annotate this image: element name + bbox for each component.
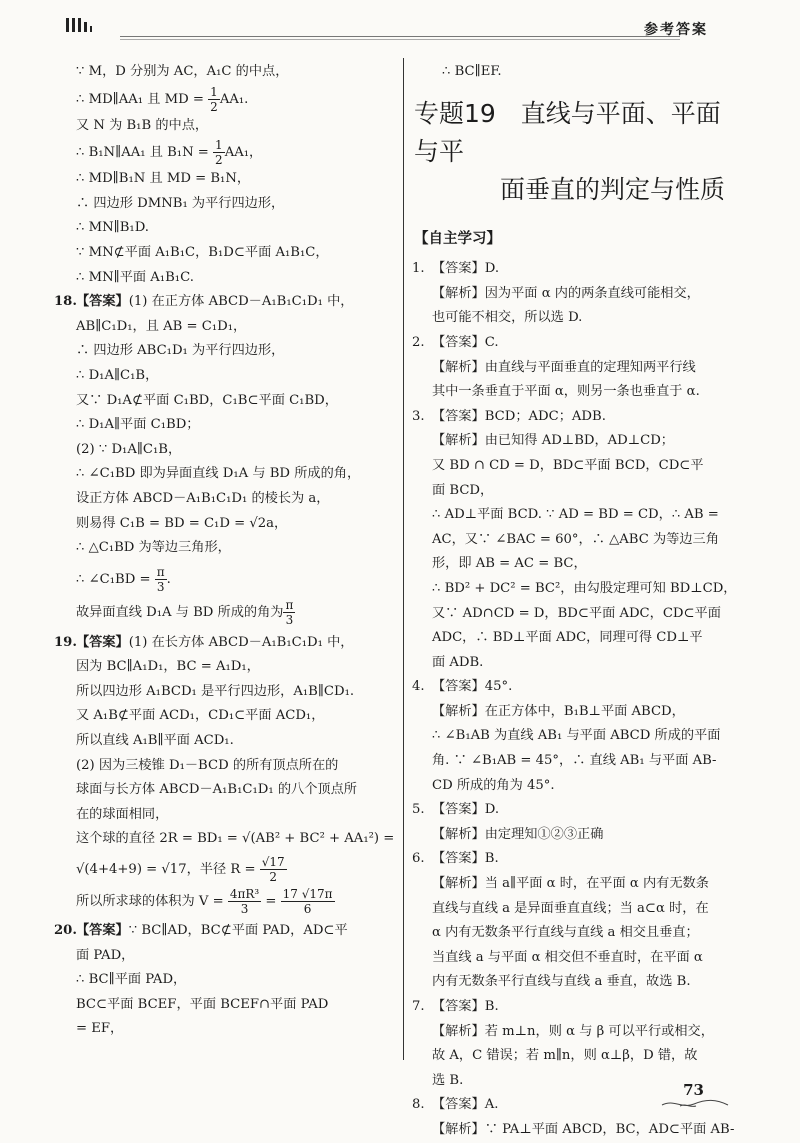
text-line: ∴ B₁N∥AA₁ 且 B₁N = $\frac{1}{2}$ AA₁， [76, 138, 263, 168]
page-header [0, 0, 800, 50]
answer-item [414, 847, 734, 995]
text-line: 因为 BC∥A₁D₁，BC = A₁D₁， [76, 659, 260, 675]
text-line: ∴ D₁A∥C₁B， [76, 367, 159, 383]
text-line: ∴ MD∥B₁N 且 MD = B₁N， [76, 171, 251, 187]
answer-text: 【答案】B. [432, 851, 499, 867]
text-line: 所以直线 A₁B∥平面 ACD₁. [76, 733, 234, 749]
text-line: ∴ D₁A∥平面 C₁BD； [76, 417, 200, 433]
explanation-line: 故 A，C 错误；若 m∥n，则 α⊥β，D 错，故 [432, 1048, 698, 1064]
text-line: 所以四边形 A₁BCD₁ 是平行四边形，A₁B∥CD₁. [76, 683, 355, 699]
explanation-line: 直线与直线 a 是异面垂直直线；当 a⊂α 时，在 [432, 900, 709, 916]
explanation-line: 【解析】若 m⊥n，则 α 与 β 可以平行或相交， [432, 1023, 714, 1039]
explanation-line: 角. ∵ ∠B₁AB = 45°，∴ 直线 AB₁ 与平面 AB- [432, 753, 717, 769]
text-line: ∴ 四边形 ABC₁D₁ 为平行四边形， [76, 343, 285, 359]
answer-text: 【答案】C. [432, 334, 499, 350]
question-number: 18. [54, 294, 77, 310]
left-column [54, 60, 395, 1042]
explanation-line: 面 BCD， [432, 482, 494, 498]
explanation-line: 形，即 AB = AC = BC， [432, 556, 587, 572]
answer-text: 【答案】A. [432, 1097, 499, 1113]
text-line: (2) ∵ D₁A∥C₁B， [76, 441, 182, 457]
header-rule [120, 36, 680, 37]
question-18: 18. 【答案】(1) 在正方体 ABCD－A₁B₁C₁D₁ 中， AB∥C₁D₁，且 AB = C₁D₁， ∴ 四边形 ABC₁D₁ 为平行四边形， ∴ D₁A∥C₁B， 又∵ D₁A⊄平面 C₁BD，C₁B⊂平面 C₁BD， ∴ D₁A∥平面 C₁BD； (2) ∵ D₁A∥C₁B， ∴ ∠C₁BD 即为异面直线 D₁A 与 BD 所成的角， 设正方体 ABCD－A₁B₁C₁D₁ 的棱长为 a， 则易得 C₁B = BD = C₁D = √2a， ∴ △C₁BD 为等边三角形， ∴ ∠C₁BD = $\frac{\pi}{3}$ . 故异面直线 D₁A 与 BD 所成的角为 $\frac{\pi}{3}$ [76, 290, 394, 627]
header-title: 参考答案 [644, 22, 708, 38]
text-line: AB∥C₁D₁，且 AB = C₁D₁， [76, 318, 247, 334]
question-20: 20. 【答案】∵ BC∥AD，BC⊄平面 PAD，AD⊂平 面 PAD， ∴ BC∥平面 PAD， BC⊂平面 BCEF，平面 BCEF∩平面 PAD = EF， [76, 919, 394, 1042]
explanation-line: 也可能不相交，所以选 D. [432, 310, 583, 326]
text-line: ∴ ∠C₁BD = $\frac{\pi}{3}$ . [76, 564, 171, 594]
explanation-line: 【解析】由已知得 AD⊥BD，AD⊥CD； [432, 433, 674, 449]
answer-text: 【答案】BCD；ADC；ADB. [432, 408, 606, 424]
explanation-line: 【解析】当 a∥平面 α 时，在平面 α 内有无数条 [432, 876, 709, 892]
text-line: 在的球面相同， [76, 806, 169, 822]
answer-number: 5. [412, 802, 425, 818]
answer-item [414, 798, 734, 847]
explanation-line: 【解析】由直线与平面垂直的定理知两平行线 [432, 359, 696, 375]
explanation-line: CD 所成的角为 45°. [432, 777, 555, 793]
text-line: 又 N 为 B₁B 的中点， [76, 117, 209, 133]
explanation-line: 又 BD ∩ CD = D，BD⊂平面 BCD，CD⊂平 [432, 457, 704, 473]
explanation-line: 又∵ AD∩CD = D，BD⊂平面 ADC，CD⊂平面 [432, 605, 721, 621]
text-line: BC⊂平面 BCEF，平面 BCEF∩平面 PAD [76, 996, 329, 1012]
explanation-line: 面 ADB. [432, 654, 484, 670]
footer-ornament-icon [660, 1097, 730, 1111]
answer-item [414, 257, 734, 331]
text-line: ∵ M，D 分别为 AC，A₁C 的中点， [76, 64, 289, 79]
explanation-line: 选 B. [432, 1072, 464, 1088]
answer-list [412, 257, 737, 1142]
text-line: ∴ 四边形 DMNB₁ 为平行四边形， [76, 195, 285, 211]
text-line: 这个球的直径 2R = BD₁ = √(AB² + BC² + AA₁²) = [76, 831, 395, 847]
answer-number: 1. [412, 261, 425, 277]
explanation-line: ∴ BD² + DC² = BC²，由勾股定理可知 BD⊥CD， [432, 580, 737, 596]
column-divider [403, 58, 404, 1060]
question-number: 20. [54, 923, 77, 939]
explanation-line: 其中一条垂直于平面 α，则另一条也垂直于 α. [432, 384, 700, 400]
explanation-line: ADC，∴ BD⊥平面 ADC，同理可得 CD⊥平 [432, 630, 703, 646]
answer-text: 【答案】B. [432, 999, 499, 1014]
header-decoration-icon [0, 0, 120, 45]
explanation-line: 【解析】因为平面 α 内的两条直线可能相交， [432, 285, 700, 301]
answer-item [414, 331, 734, 405]
answer-text: 【答案】D. [432, 802, 500, 818]
text-line: 设正方体 ABCD－A₁B₁C₁D₁ 的棱长为 a， [76, 490, 330, 506]
text-line: 又 A₁B⊄平面 ACD₁，CD₁⊂平面 ACD₁， [76, 708, 325, 724]
page-number: 73 [683, 1081, 704, 1099]
explanation-line: ∴ ∠B₁AB 为直线 AB₁ 与平面 ABCD 所成的平面 [432, 728, 721, 744]
text-line: = EF， [76, 1021, 124, 1037]
explanation-line: 当直线 a 与平面 α 相交但不垂直时，在平面 α [432, 949, 703, 965]
text-line: (2) 因为三棱锥 D₁－BCD 的所有顶点所在的 [76, 757, 339, 773]
text-line: ∴ MN∥B₁D. [76, 220, 149, 236]
answer-text: 【答案】45°. [432, 679, 513, 695]
text-line: 又∵ D₁A⊄平面 C₁BD，C₁B⊂平面 C₁BD， [76, 392, 338, 408]
answer-number: 2. [412, 334, 425, 350]
explanation-line: ∴ AD⊥平面 BCD. ∵ AD = BD = CD，∴ AB = [432, 507, 719, 523]
answer-number: 3. [412, 408, 425, 424]
text-line: √(4+4+9) = √17，半径 R = $\frac{√17}{2}$ [76, 855, 285, 885]
explanation-line: AC，又∵ ∠BAC = 60°，∴ △ABC 为等边三角 [432, 531, 719, 547]
text-line: ∴ △C₁BD 为等边三角形， [76, 540, 231, 556]
answer-number: 6. [412, 851, 425, 867]
text-line: ∵ MN⊄平面 A₁B₁C，B₁D⊂平面 A₁B₁C， [76, 244, 329, 260]
header-rule-thin [120, 39, 680, 40]
text-line: ∴ ∠C₁BD 即为异面直线 D₁A 与 BD 所成的角， [76, 466, 361, 482]
answer-item [414, 675, 734, 798]
question-19: 19. 【答案】(1) 在长方体 ABCD－A₁B₁C₁D₁ 中， 因为 BC∥A₁D₁，BC = A₁D₁， 所以四边形 A₁BCD₁ 是平行四边形，A₁B∥CD₁. 又 A₁B⊄平面 ACD₁，CD₁⊂平面 ACD₁， 所以直线 A₁B∥平面 ACD₁. (2) 因为三棱锥 D₁－BCD 的所有顶点所在的 球面与长方体 ABCD－A₁B₁C₁D₁ 的八个顶点所 在的球面相同， 这个球的直径 2R = BD₁ = √(AB² + BC² + AA₁²) = √(4+4+9) = √17，半径 R = $\frac{√17}{2}$ 所以所求球的体积为 V = $\frac{\text{4πR³}}{3}$ = $\frac{17 √17\pi}{6}$ [76, 631, 394, 916]
text-line: 面 PAD， [76, 947, 135, 963]
text-line: 则易得 C₁B = BD = C₁D = √2a， [76, 515, 288, 531]
section-heading: 【自主学习】 [414, 230, 501, 247]
explanation-line: α 内有无数条平行直线与直线 a 相交且垂直； [432, 925, 699, 941]
answer-number: 8. [412, 1097, 425, 1113]
explanation-line: 【解析】在正方体中，B₁B⊥平面 ABCD， [432, 703, 685, 719]
text-line: ∴ BC∥EF. [442, 64, 502, 79]
answer-text: 【答案】D. [432, 261, 500, 277]
answer-item [412, 405, 737, 676]
answer-number: 7. [412, 999, 425, 1014]
text-line: ∴ BC∥平面 PAD， [76, 972, 187, 988]
text-line: ∴ MN∥平面 A₁B₁C. [76, 269, 194, 285]
explanation-line: 内有无数条平行直线与直线 a 垂直，故选 B. [432, 974, 691, 990]
answer-number: 4. [412, 679, 425, 695]
explanation-line: 【解析】由定理知①②③正确 [432, 826, 604, 842]
text-line: ∴ MD∥AA₁ 且 MD = $\frac{1}{2}$ AA₁. [76, 84, 249, 114]
text-line: 所以所求球的体积为 V = $\frac{\text{4πR³}}{3}$ = $\frac{17 √17\pi}{6}$ [76, 887, 333, 917]
chapter-title: 专题19 直线与平面、平面与平 面垂直的判定与性质 [414, 98, 726, 204]
text-line: 球面与长方体 ABCD－A₁B₁C₁D₁ 的八个顶点所 [76, 782, 357, 798]
question-number: 19. [54, 634, 77, 650]
text-line: 故异面直线 D₁A 与 BD 所成的角为 $\frac{\pi}{3}$ [76, 597, 294, 627]
explanation-line: 【解析】∵ PA⊥平面 ABCD，BC，AD⊂平面 AB- [432, 1121, 735, 1137]
right-column [412, 60, 737, 1143]
